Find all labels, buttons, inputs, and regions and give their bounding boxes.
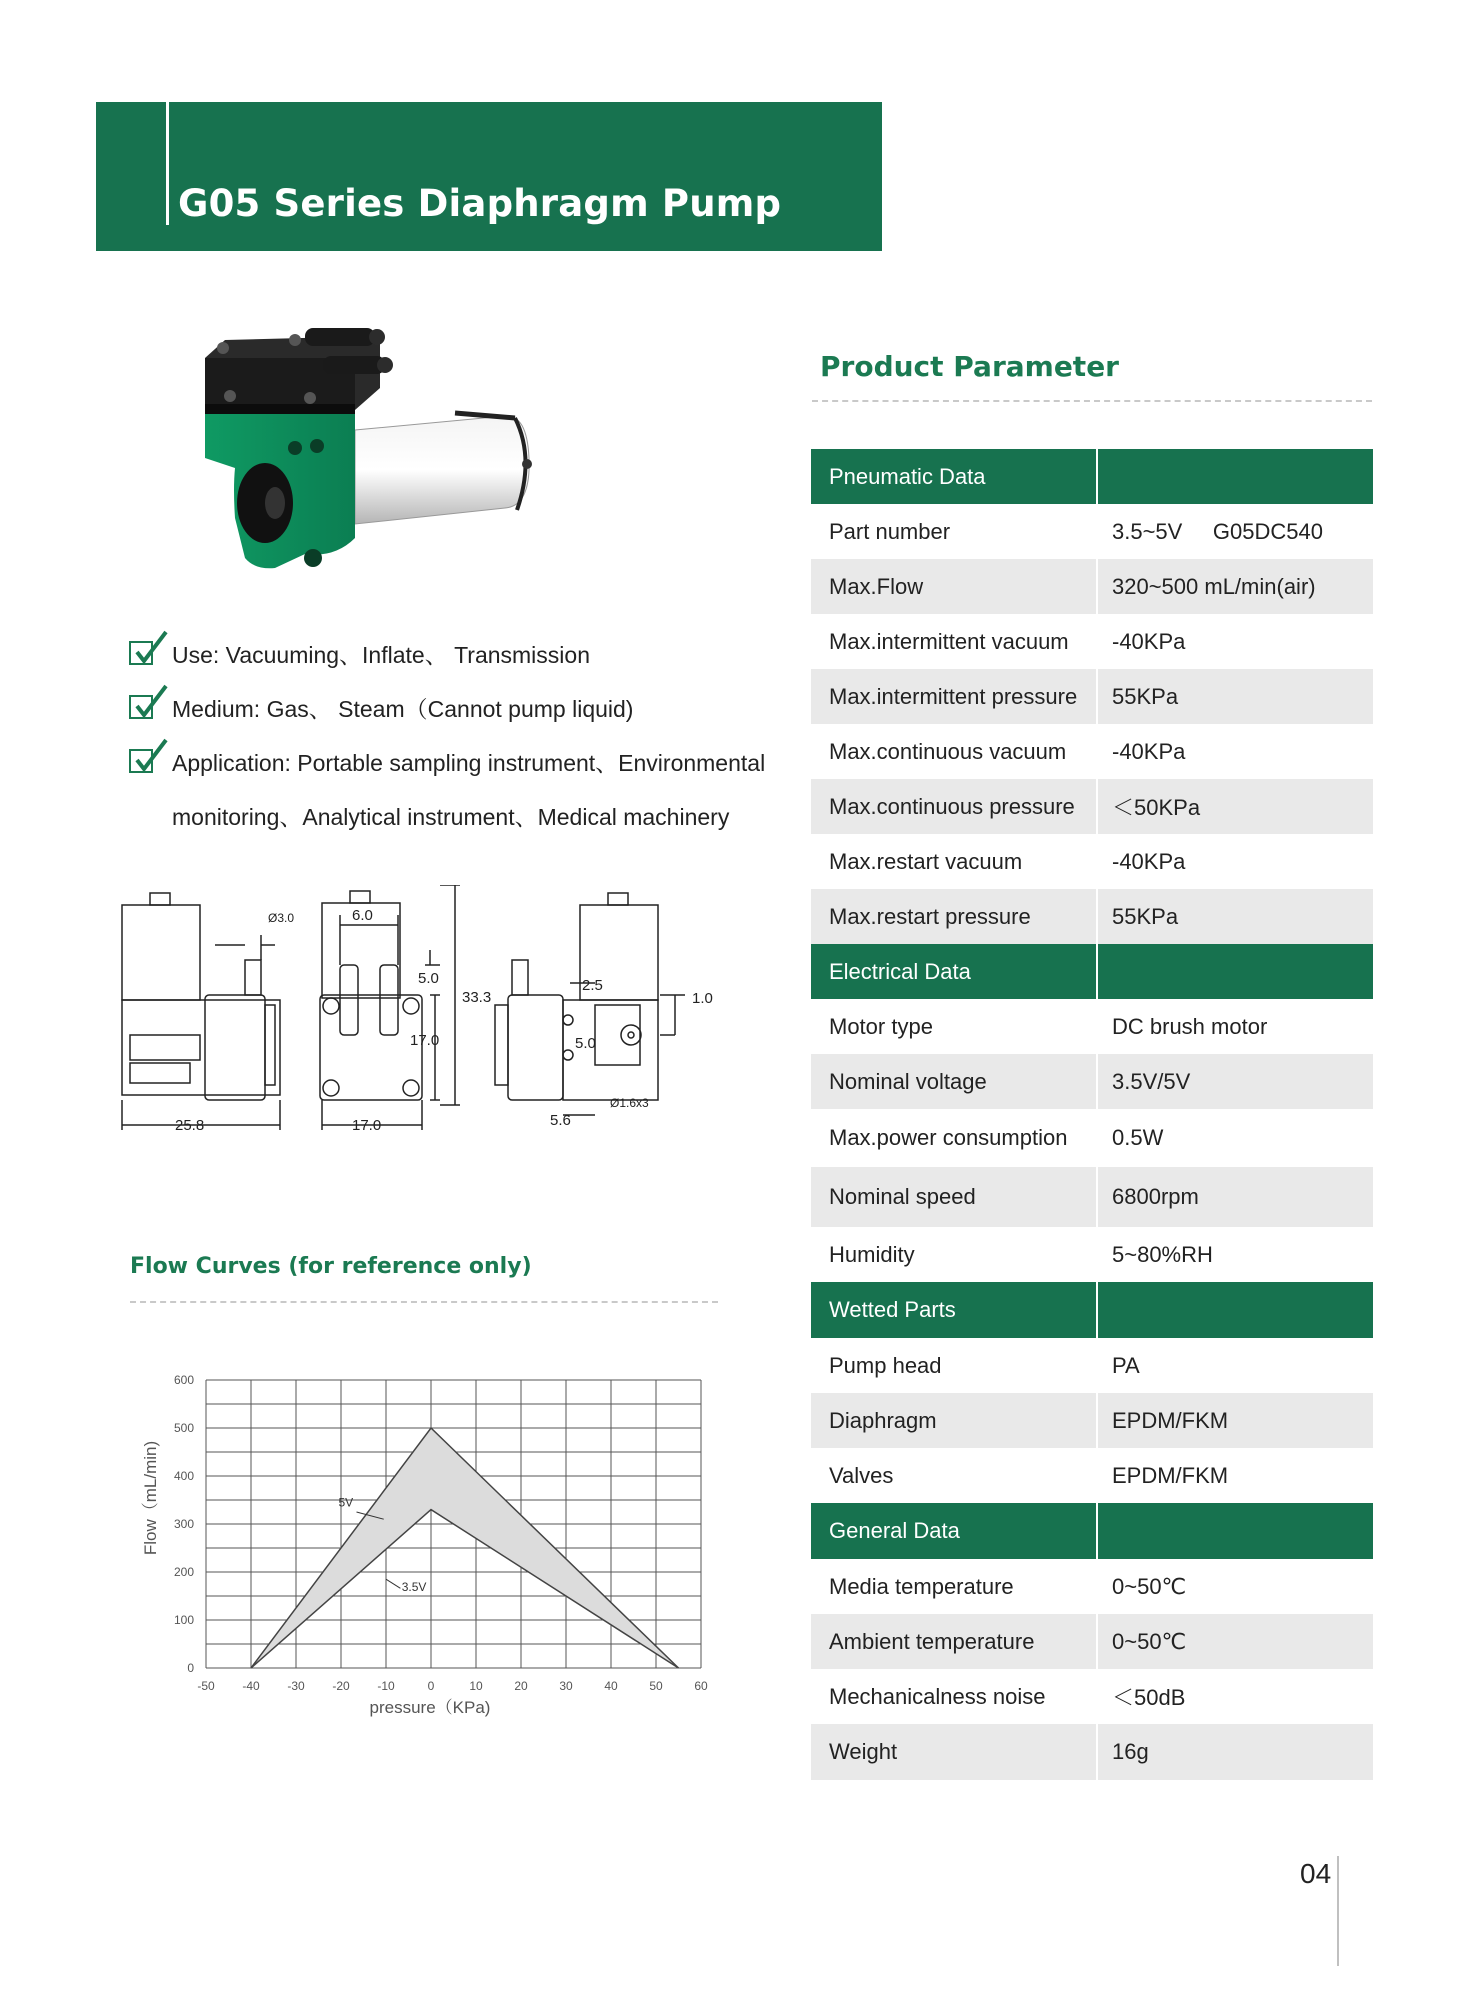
section-divider [812, 400, 1372, 402]
x-tick-label: -10 [377, 1679, 395, 1693]
dim-label: Ø3.0 [268, 911, 295, 925]
title-banner [96, 102, 882, 251]
page-number: 04 [1300, 1858, 1332, 1889]
param-value: 6800rpm [1096, 1167, 1373, 1227]
param-value: 55KPa [1096, 889, 1373, 944]
param-label: Max.power consumption [829, 1125, 1068, 1150]
svg-text:5.6: 5.6 [550, 1112, 571, 1129]
param-label: Humidity [829, 1241, 915, 1267]
y-axis-ticks [174, 1373, 194, 1675]
y-tick-label: 300 [173, 1517, 194, 1531]
x-tick-label: 60 [694, 1679, 708, 1693]
table-section-header [811, 944, 1373, 999]
param-value: 3.5~5V G05DC540 [1096, 504, 1373, 559]
svg-text:5.0: 5.0 [418, 970, 439, 987]
page-edge-line [1337, 1856, 1339, 1966]
table-row [811, 1054, 1373, 1109]
table-section-header [811, 1503, 1373, 1559]
param-label: Media temperature [829, 1573, 1014, 1599]
svg-text:17.0: 17.0 [410, 1032, 440, 1049]
y-tick-label: 600 [173, 1373, 194, 1387]
x-tick-label: 10 [469, 1679, 483, 1693]
svg-text:Ø1.6x3: Ø1.6x3 [610, 1096, 649, 1110]
table-row [811, 834, 1373, 889]
product-parameter-title: Product Parameter [820, 350, 1119, 383]
param-label: Nominal voltage [829, 1068, 987, 1094]
param-value [1096, 944, 1373, 999]
flow-curves-title: Flow Curves (for reference only) [130, 1254, 532, 1279]
x-tick-label: -50 [197, 1679, 215, 1693]
param-label: Max.restart pressure [829, 903, 1031, 929]
table-row [811, 1338, 1373, 1393]
param-label: Pneumatic Data [829, 463, 986, 489]
front-view [320, 885, 460, 1130]
table-row [811, 724, 1373, 779]
param-value: EPDM/FKM [1096, 1393, 1373, 1448]
check-icon [128, 628, 168, 668]
param-value: -40KPa [1096, 614, 1373, 669]
feature-item-application [124, 736, 794, 844]
param-value: 55KPa [1096, 669, 1373, 724]
param-value [1096, 1282, 1373, 1338]
param-label: Valves [829, 1462, 894, 1488]
param-label: Motor type [829, 1013, 933, 1039]
param-label: Part number [829, 518, 951, 544]
svg-text:5.0: 5.0 [575, 1035, 596, 1052]
side-view-left [122, 893, 280, 1130]
check-icon [128, 736, 168, 776]
table-row [811, 1227, 1373, 1282]
param-value: 16g [1096, 1724, 1373, 1780]
table-row [811, 1109, 1373, 1167]
y-tick-label: 100 [173, 1613, 194, 1627]
svg-text:6.0: 6.0 [352, 907, 373, 924]
x-tick-label: -30 [287, 1679, 305, 1693]
table-row [811, 999, 1373, 1054]
param-value: -40KPa [1096, 834, 1373, 889]
param-label: Max.intermittent vacuum [829, 628, 1069, 654]
param-value: 0~50℃ [1096, 1559, 1373, 1614]
param-label: Electrical Data [829, 958, 971, 984]
y-tick-label: 500 [173, 1421, 194, 1435]
param-value: ＜50KPa [1096, 779, 1373, 834]
table-row [811, 1393, 1373, 1448]
y-axis-label: Flow（mL/min) [141, 1440, 160, 1556]
x-tick-label: 40 [604, 1679, 618, 1693]
param-label: Pump head [829, 1352, 942, 1378]
param-value: 3.5V/5V [1096, 1054, 1373, 1109]
y-tick-label: 0 [187, 1661, 194, 1675]
x-tick-label: 50 [649, 1679, 663, 1693]
param-value: PA [1096, 1338, 1373, 1393]
table-row [811, 1614, 1373, 1669]
param-value: EPDM/FKM [1096, 1448, 1373, 1503]
param-label: Wetted Parts [829, 1297, 956, 1322]
table-section-header [811, 1282, 1373, 1338]
x-tick-label: -40 [242, 1679, 260, 1693]
svg-text:1.0: 1.0 [692, 990, 713, 1007]
feature-item-use [124, 628, 794, 682]
section-divider [130, 1301, 718, 1303]
param-label: Max.intermittent pressure [829, 683, 1078, 709]
param-value: -40KPa [1096, 724, 1373, 779]
svg-text:33.3: 33.3 [462, 989, 492, 1006]
param-label: Max.continuous pressure [829, 793, 1075, 819]
table-row [811, 1669, 1373, 1724]
table-row [811, 779, 1373, 834]
series-label-leader [386, 1579, 400, 1588]
param-value: 0.5W [1096, 1109, 1373, 1167]
param-label: Ambient temperature [829, 1628, 1035, 1654]
flow-curve-chart [130, 1358, 730, 1718]
feature-text-continued: monitoring、Analytical instrument、Medical machinery [172, 804, 730, 830]
table-row [811, 1724, 1373, 1780]
feature-text: Medium: Gas、 Steam（Cannot pump liquid) [172, 696, 634, 722]
param-label: Mechanicalness noise [829, 1683, 1046, 1709]
feature-text: Application: Portable sampling instrument、Environmental [172, 750, 766, 776]
table-row [811, 1167, 1373, 1227]
param-value [1096, 1503, 1373, 1559]
x-axis-label: pressure（KPa) [369, 1698, 491, 1717]
table-row [811, 559, 1373, 614]
table-row [811, 504, 1373, 559]
param-label: Max.restart vacuum [829, 848, 1023, 874]
table-row [811, 1448, 1373, 1503]
dimension-drawing [100, 885, 740, 1140]
table-row [811, 889, 1373, 944]
table-row [811, 614, 1373, 669]
param-label: Weight [829, 1739, 898, 1764]
x-axis-ticks [197, 1679, 708, 1693]
svg-text:25.8: 25.8 [175, 1117, 205, 1134]
y-tick-label: 400 [173, 1469, 194, 1483]
param-value [1096, 449, 1373, 504]
param-value: 0~50℃ [1096, 1614, 1373, 1669]
banner-divider [166, 102, 169, 225]
x-tick-label: -20 [332, 1679, 350, 1693]
product-image [205, 318, 550, 596]
feature-text: Use: Vacuuming、Inflate、 Transmission [172, 642, 590, 668]
check-icon [128, 682, 168, 722]
svg-text:2.5: 2.5 [582, 977, 603, 994]
page-title: G05 Series Diaphragm Pump [178, 182, 782, 225]
table-section-header [811, 449, 1373, 504]
feature-list [124, 628, 794, 844]
table-row [811, 669, 1373, 724]
param-value: DC brush motor [1096, 999, 1373, 1054]
svg-text:17.0: 17.0 [352, 1117, 382, 1134]
side-view-right [495, 893, 685, 1115]
x-tick-label: 0 [427, 1679, 435, 1693]
feature-item-medium [124, 682, 794, 736]
series-label-5v: 5V [338, 1495, 354, 1510]
param-label: Max.Flow [829, 573, 924, 599]
param-value: 320~500 mL/min(air) [1096, 559, 1373, 614]
param-label: Diaphragm [829, 1407, 937, 1433]
table-row [811, 1559, 1373, 1614]
param-label: Max.continuous vacuum [829, 738, 1067, 764]
param-value: 5~80%RH [1096, 1227, 1373, 1282]
param-label: Nominal speed [829, 1184, 976, 1209]
y-tick-label: 200 [173, 1565, 194, 1579]
param-label: General Data [829, 1518, 960, 1543]
series-label-3-5v: 3.5V [401, 1580, 427, 1595]
x-tick-label: 30 [559, 1679, 573, 1693]
x-tick-label: 20 [514, 1679, 528, 1693]
param-value: ＜50dB [1096, 1669, 1373, 1724]
